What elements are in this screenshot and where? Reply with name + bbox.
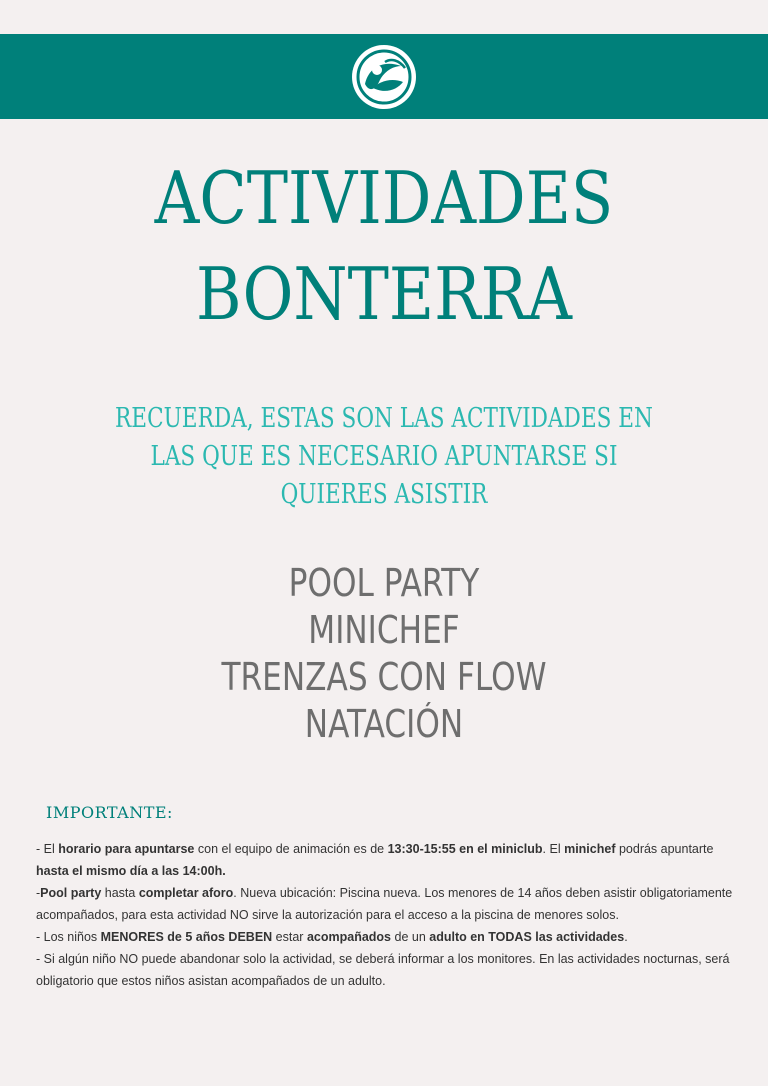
page-title [0, 150, 768, 342]
note-pool-party: -Pool party hasta completar aforo. Nueva ubicación: Piscina nueva. Los menores de 14 años deben asistir obligatoriamente acompañados, para esta actividad NO sirve la autorización para el acceso a la piscina de menores solos. [36, 886, 733, 922]
reminder-line-1: RECUERDA, ESTAS SON LAS ACTIVIDADES EN [115, 403, 653, 434]
header-bar [0, 34, 768, 119]
activity-item: TRENZAS CON FLOW [221, 655, 547, 699]
activity-item: MINICHEF [308, 608, 460, 652]
activity-item: POOL PARTY [288, 561, 480, 605]
note-under-5: - Los niños MENORES de 5 años DEBEN estar acompañados de un adulto en TODAS las actividades. [36, 930, 628, 944]
note-leaving-alone: - Si algún niño NO puede abandonar solo la actividad, se deberá informar a los monitores. En las actividades nocturnas, será obligatorio que estos niños asistan acompañados de un adulto. [36, 952, 730, 988]
reminder-line-3: QUIERES ASISTIR [280, 479, 488, 510]
important-notes [36, 838, 736, 992]
note-schedule: - El horario para apuntarse con el equipo de animación es de 13:30-15:55 en el miniclub. El minichef podrás apuntarte hasta el mismo día a las 14:00h. [36, 842, 714, 878]
title-line-1: ACTIVIDADES [154, 156, 614, 240]
important-heading: IMPORTANTE: [46, 803, 173, 822]
activity-item: NATACIÓN [304, 702, 464, 746]
reminder-text [40, 400, 728, 514]
title-line-2: BONTERRA [195, 252, 573, 336]
reminder-line-2: LAS QUE ES NECESARIO APUNTARSE SI [150, 441, 618, 472]
activities-list [0, 560, 768, 748]
circle-leaf-logo-icon [351, 44, 417, 110]
